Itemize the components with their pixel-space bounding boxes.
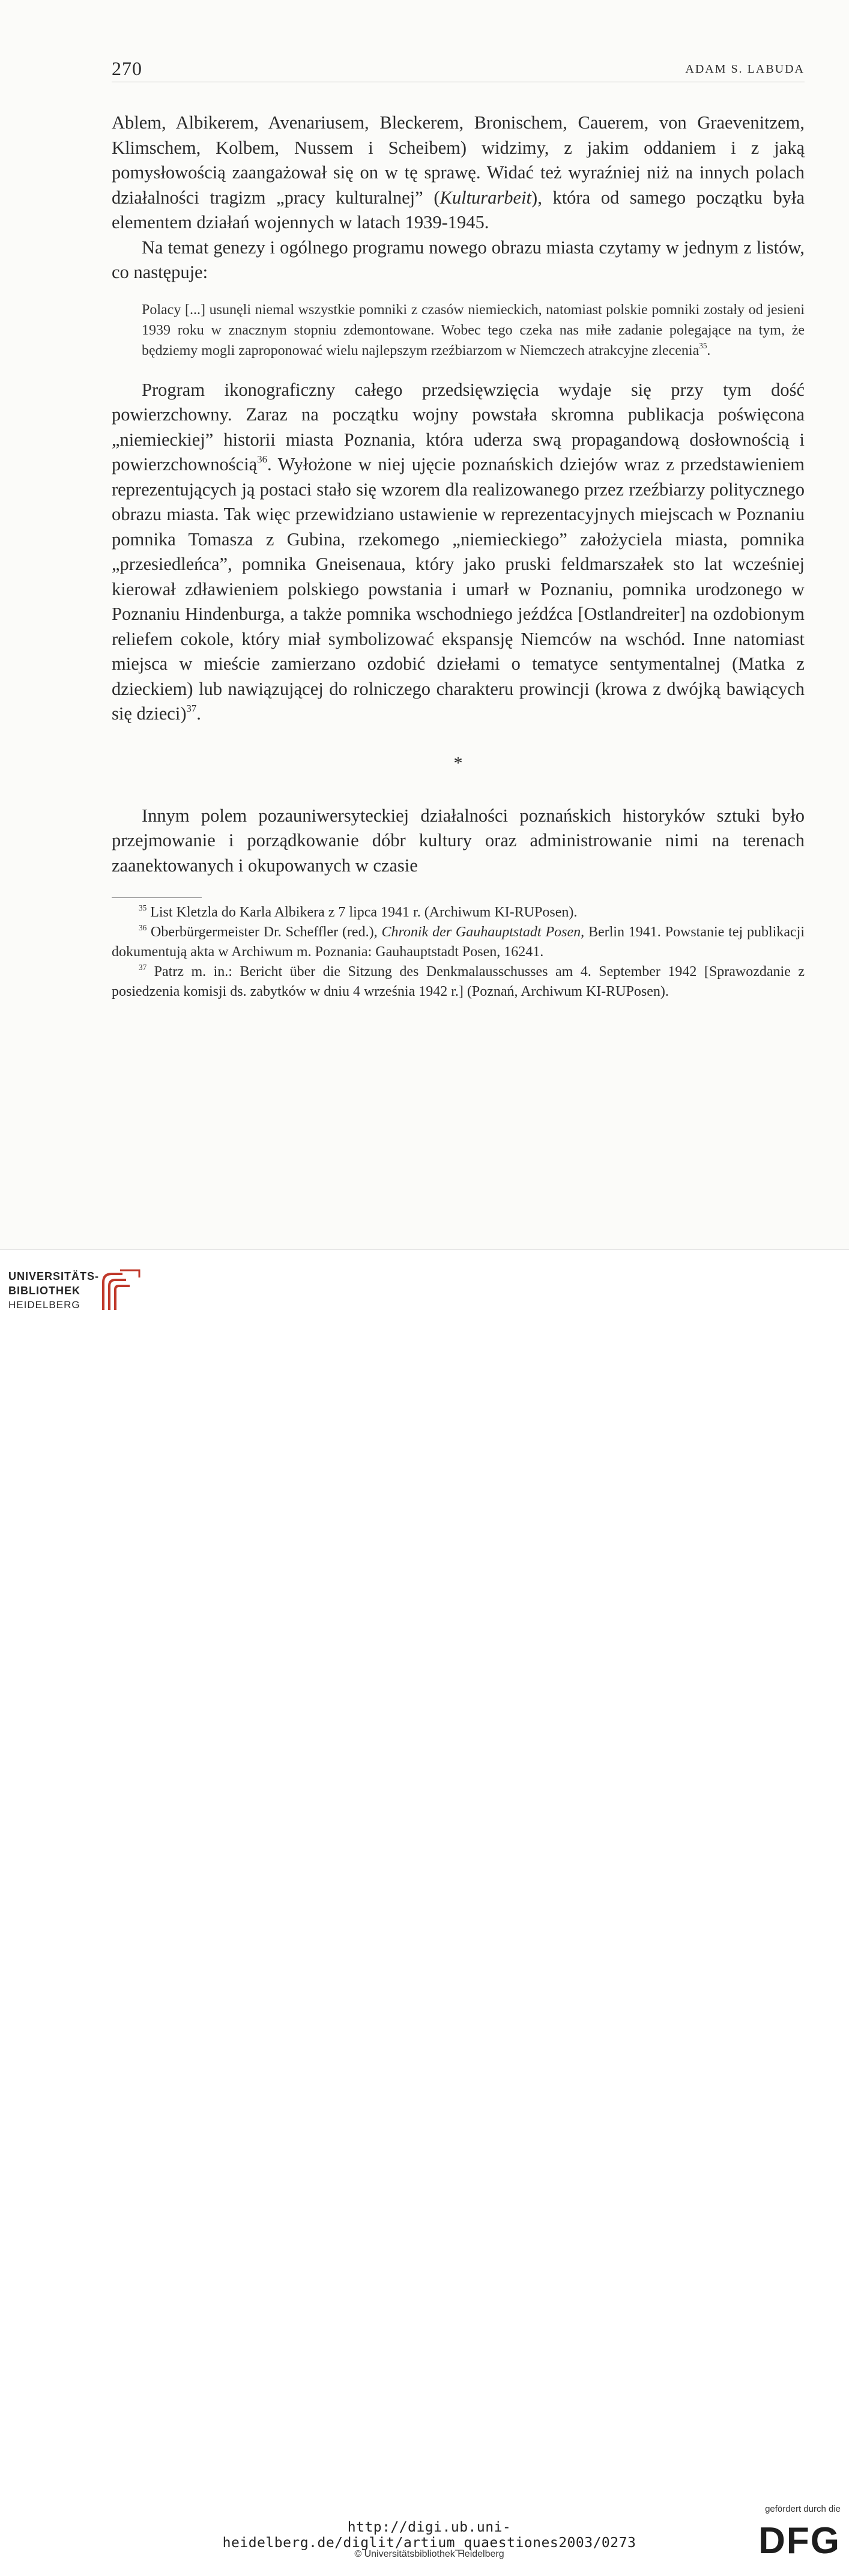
library-name-line-1: UNIVERSITÄTS- (8, 1270, 100, 1282)
page-number: 270 (112, 58, 142, 79)
footnote-ref-36[interactable]: 36 (257, 453, 267, 465)
paragraph-3: Program ikonograficzny całego przedsięwzięcia wydaje się przy tym dość powierzchowny. Zaraz na początku wojny powstała skromna publikacja poświęcona „niemieckiej” historii miasta Poznania, która uderza swą propagandową dosłownością i powierzchownością$^{36}$. Wyłożone w niej ujęcie poznańskich dziejów wraz z przedstawieniem reprezentujących ją postaci stało się wzorem dla realizowanego przez rzeźbiarzy politycznego obrazu miasta. Tak więc przewidziano ustawienie w reprezentacyjnych miejscach w Poznaniu pomnika Tomasza z Gubina, rzekomego „niemieckiego” założyciela miasta, pomnika „przesiedleńca”, pomnika Gneisenaua, który jako pruski feldmarszałek sto lat wcześniej kierował zdławieniem polskiego powstania i umarł w Poznaniu, pomnika urodzonego w Poznaniu Hindenburga, a także pomnika wschodniego jeźdźca [Ostlandreiter] na ozdobionym reliefem cokole, który miał symbolizować ekspansję Niemców na wschód. Inne natomiast miejsca w mieście zamierzano ozdobić dziełami o tematyce sentymentalnej (Matka z dzieckiem) lub nawiązującej do rolniczego charakteru prowincji (krowa z dwójką bawiących się dzieci)$^{37}$. (112, 379, 805, 724)
source-url-link[interactable]: http://digi.ub.uni-heidelberg.de/diglit/artium_quaestiones2003/0273 (222, 2520, 636, 2551)
page-content (112, 111, 805, 1002)
footnote-36: $^{36}$ Oberbürgermeister Dr. Scheffler (red.), Chronik der Gauhauptstadt Posen, Berlin 1941. Powstanie tej publikacji dokumentują akta w Archiwum m. Poznania: Gauhauptstadt Posen, 16241. (112, 923, 805, 960)
footnote-ref-35[interactable]: 35 (699, 341, 707, 351)
library-name-line-3: HEIDELBERG (8, 1299, 80, 1311)
footnote-35: $^{35}$ List Kletzla do Karla Albikera z 7 lipca 1941 r. (Archiwum KI-RUPosen). (139, 903, 578, 920)
footnote-37: $^{37}$ Patrz m. in.: Bericht über die Sitzung des Denkmalausschusses am 4. September 1942 [Sprawozdanie z posiedzenia komisji ds. zabytków w dniu 4 września 1942 r.] (Poznań, Archiwum KI-RUPosen). (112, 962, 805, 999)
paragraph-1: Ablem, Albikerem, Avenariusem, Bleckerem, Bronischem, Cauerem, von Graevenitzem, Klimschem, Kolbem, Nussem i Scheibem) widzimy, z jakim oddaniem i z jaką pomysłowością zaangażował się on w tę sprawę. Widać też wyraźniej niż na innych polach działalności tragizm „pracy kulturalnej” (Kulturarbeit), która od samego początku była elementem działań wojennych w latach 1939-1945. (112, 112, 805, 232)
paragraph-4: Innym polem pozauniwersyteckiej działalności poznańskich historyków sztuki było przejmowanie i porządkowanie dóbr kultury oraz administrowanie nimi na terenach zaanektowanych i okupowanych w czasie (112, 805, 805, 876)
library-name-line-2: BIBLIOTHEK (8, 1285, 80, 1297)
footnote-ref-37[interactable]: 37 (186, 703, 197, 715)
library-emblem-icon (98, 1268, 144, 1316)
university-library-logo[interactable] (8, 1268, 153, 1322)
running-header (112, 58, 805, 82)
funding-badge[interactable] (745, 2504, 841, 2576)
digitization-footer (0, 1249, 849, 2562)
section-break-asterisk: * (453, 753, 463, 773)
scanned-page (0, 0, 849, 1249)
footnote-divider (112, 897, 202, 898)
running-head-author: ADAM S. LABUDA (685, 62, 805, 76)
funding-label: gefördert durch die (765, 2504, 841, 2514)
dfg-logo: DFG (758, 2520, 841, 2562)
copyright-notice: © Universitätsbibliothek Heidelberg (354, 2549, 504, 2559)
paragraph-2: Na temat genezy i ogólnego programu nowego obrazu miasta czytamy w jednym z listów, co następuje: (112, 237, 805, 282)
block-quote: Polacy [...] usunęli niemal wszystkie pomniki z czasów niemieckich, natomiast polskie pomniki zostały od jesieni 1939 roku w znacznym stopniu zdemontowane. Wobec tego czeka nas miłe zadanie polegające na tym, że będziemy mogli zaproponować wielu najlepszym rzeźbiarzom w Niemczech atrakcyjne zlecenia$^{35}$. (142, 302, 805, 359)
